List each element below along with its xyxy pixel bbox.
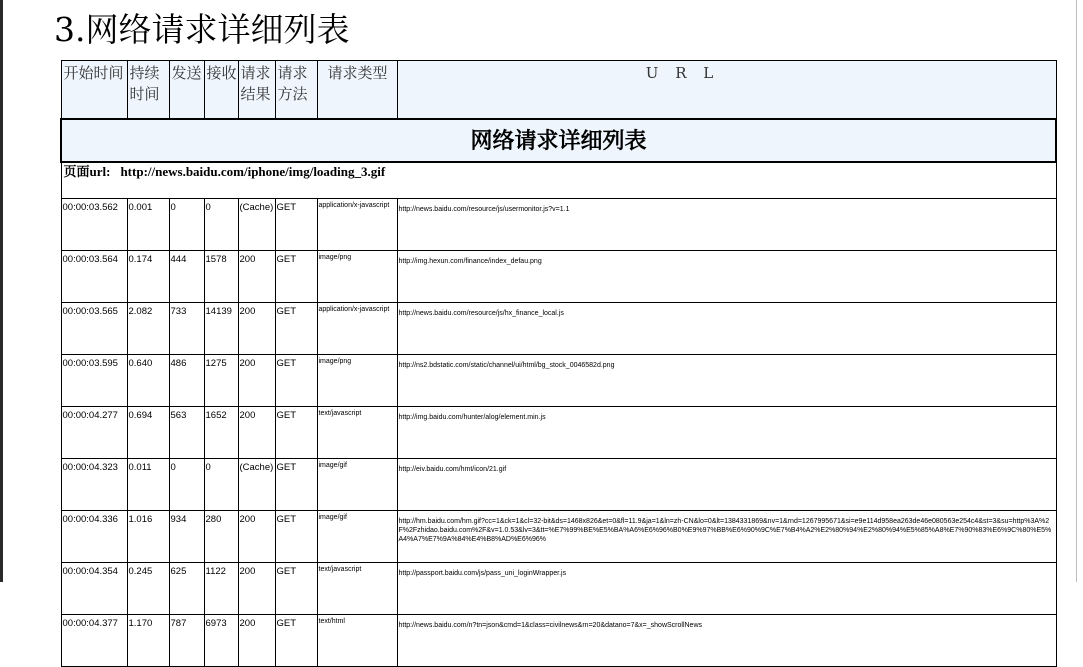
col-method: 请求方法 xyxy=(275,61,317,120)
cell-method: GET xyxy=(275,563,317,615)
table-row xyxy=(61,251,1056,303)
cell-received: 1652 xyxy=(204,407,238,459)
cell-sent: 0 xyxy=(169,459,204,511)
cell-type: application/x-javascript xyxy=(317,303,397,355)
cell-method: GET xyxy=(275,615,317,667)
cell-sent: 625 xyxy=(169,563,204,615)
cell-duration: 0.694 xyxy=(127,407,169,459)
col-result: 请求结果 xyxy=(238,61,275,120)
table-row xyxy=(61,407,1056,459)
table-row xyxy=(61,615,1056,667)
cell-url: http://news.baidu.com/resource/js/usermonitor.js?v=1.1 xyxy=(397,199,1056,251)
cell-url: http://eiv.baidu.com/hmt/icon/21.gif xyxy=(397,459,1056,511)
cell-type: application/x-javascript xyxy=(317,199,397,251)
cell-start: 00:00:04.354 xyxy=(61,563,127,615)
col-sent: 发送 xyxy=(169,61,204,120)
cell-sent: 0 xyxy=(169,199,204,251)
cell-received: 280 xyxy=(204,511,238,563)
page-url-value: http://news.baidu.com/iphone/img/loading_3.gif xyxy=(120,164,386,179)
cell-method: GET xyxy=(275,355,317,407)
cell-sent: 787 xyxy=(169,615,204,667)
cell-sent: 486 xyxy=(169,355,204,407)
cell-duration: 0.640 xyxy=(127,355,169,407)
cell-type: text/javascript xyxy=(317,407,397,459)
request-table-frame xyxy=(60,60,1055,629)
table-row xyxy=(61,511,1056,563)
cell-type: image/png xyxy=(317,251,397,303)
cell-url: http://img.hexun.com/finance/index_defau.png xyxy=(397,251,1056,303)
left-edge-bar xyxy=(0,0,3,582)
cell-start: 00:00:04.336 xyxy=(61,511,127,563)
network-request-table xyxy=(60,60,1057,667)
cell-result: (Cache) xyxy=(238,459,275,511)
cell-method: GET xyxy=(275,459,317,511)
cell-duration: 0.174 xyxy=(127,251,169,303)
cell-received: 14139 xyxy=(204,303,238,355)
cell-method: GET xyxy=(275,251,317,303)
cell-result: 200 xyxy=(238,407,275,459)
col-received: 接收 xyxy=(204,61,238,120)
cell-sent: 444 xyxy=(169,251,204,303)
cell-start: 00:00:04.377 xyxy=(61,615,127,667)
section-heading: 3.网络请求详细列表 xyxy=(54,10,350,49)
cell-url: http://news.baidu.com/n?tn=json&cmd=1&class=civilnews&rn=20&datano=7&x=_showScrollNews xyxy=(397,615,1056,667)
cell-sent: 934 xyxy=(169,511,204,563)
table-row xyxy=(61,355,1056,407)
cell-received: 0 xyxy=(204,459,238,511)
cell-start: 00:00:04.277 xyxy=(61,407,127,459)
cell-result: 200 xyxy=(238,251,275,303)
cell-sent: 563 xyxy=(169,407,204,459)
cell-url: http://hm.baidu.com/hm.gif?cc=1&ck=1&cl=32-bit&ds=1468x826&et=0&fl=11.9&ja=1&ln=zh-CN&lo=0&lt=1384331869&nv=1&rnd=1267995671&si=e9e114d958ea263de46e080563e254c4&st=3&su=http%3A%2F%2Fzhidao.baidu.com%2F&v=1.0.53&lv=3&tt=%E7%99%BE%E5%BA%A6%E6%96%B0%E9%97%BB%E6%90%9C%E7%B4%A2%E2%80%94%E2%80%94%E5%85%A8%E7%90%83%E6%9C%80%E5%A4%A7%E7%9A%84%E4%B8%AD%E6%96% xyxy=(397,511,1056,563)
request-rows xyxy=(61,199,1056,667)
cell-duration: 0.245 xyxy=(127,563,169,615)
cell-start: 00:00:03.565 xyxy=(61,303,127,355)
col-url: U R L xyxy=(397,61,1056,120)
cell-result: 200 xyxy=(238,303,275,355)
cell-result: 200 xyxy=(238,563,275,615)
cell-duration: 2.082 xyxy=(127,303,169,355)
page-url-row xyxy=(61,162,1056,199)
cell-result: (Cache) xyxy=(238,199,275,251)
col-start-time: 开始时间 xyxy=(61,61,127,120)
table-row xyxy=(61,199,1056,251)
cell-received: 6973 xyxy=(204,615,238,667)
cell-start: 00:00:03.595 xyxy=(61,355,127,407)
cell-type: text/html xyxy=(317,615,397,667)
cell-url: http://news.baidu.com/resource/js/hx_finance_local.js xyxy=(397,303,1056,355)
cell-start: 00:00:03.564 xyxy=(61,251,127,303)
col-type: 请求类型 xyxy=(317,61,397,120)
cell-sent: 733 xyxy=(169,303,204,355)
cell-duration: 1.170 xyxy=(127,615,169,667)
cell-url: http://img.baidu.com/hunter/alog/element.min.js xyxy=(397,407,1056,459)
cell-result: 200 xyxy=(238,511,275,563)
cell-result: 200 xyxy=(238,355,275,407)
cell-method: GET xyxy=(275,407,317,459)
cell-method: GET xyxy=(275,303,317,355)
right-edge-line xyxy=(1076,0,1077,582)
cell-duration: 0.011 xyxy=(127,459,169,511)
cell-type: image/gif xyxy=(317,511,397,563)
cell-received: 1275 xyxy=(204,355,238,407)
table-row xyxy=(61,459,1056,511)
cell-duration: 0.001 xyxy=(127,199,169,251)
table-title: 网络请求详细列表 xyxy=(61,119,1056,162)
table-row xyxy=(61,563,1056,615)
cell-received: 0 xyxy=(204,199,238,251)
table-title-row xyxy=(61,119,1056,162)
page-url-label: 页面url: xyxy=(63,164,111,179)
cell-duration: 1.016 xyxy=(127,511,169,563)
table-row xyxy=(61,303,1056,355)
cell-received: 1578 xyxy=(204,251,238,303)
cell-start: 00:00:04.323 xyxy=(61,459,127,511)
cell-type: image/png xyxy=(317,355,397,407)
cell-url: http://ns2.bdstatic.com/static/channel/ui/html/bg_stock_0046582d.png xyxy=(397,355,1056,407)
cell-url: http://passport.baidu.com/js/pass_uni_loginWrapper.js xyxy=(397,563,1056,615)
page-url-cell xyxy=(61,162,1056,199)
col-duration: 持续时间 xyxy=(127,61,169,120)
cell-received: 1122 xyxy=(204,563,238,615)
cell-method: GET xyxy=(275,199,317,251)
column-header-row xyxy=(61,61,1056,120)
cell-method: GET xyxy=(275,511,317,563)
cell-type: text/javascript xyxy=(317,563,397,615)
cell-start: 00:00:03.562 xyxy=(61,199,127,251)
cell-result: 200 xyxy=(238,615,275,667)
cell-type: image/gif xyxy=(317,459,397,511)
